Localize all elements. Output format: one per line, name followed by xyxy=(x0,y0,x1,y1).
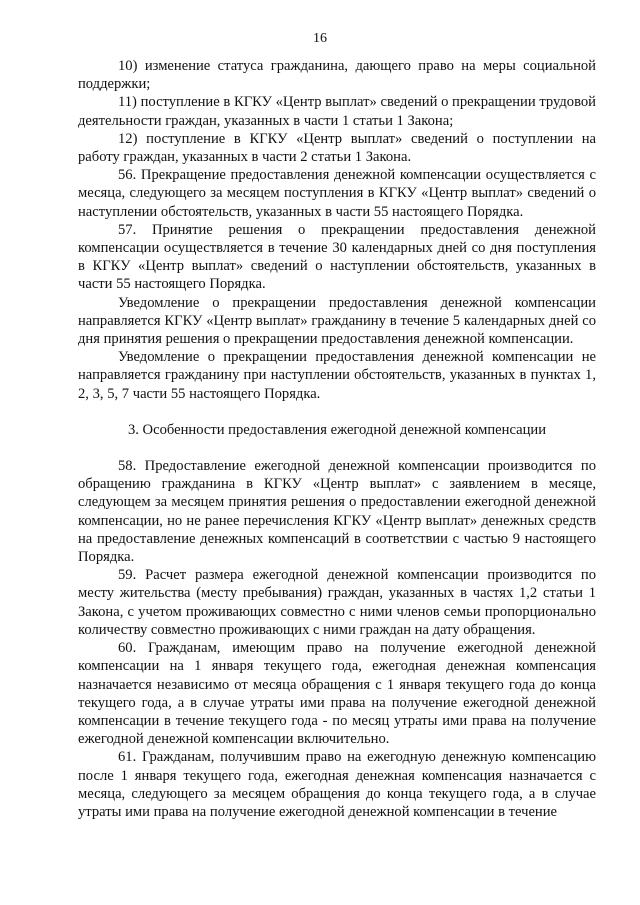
paragraph-59: 59. Расчет размера ежегодной денежной компенсации производится по месту жительства (месту пребывания) граждан, указанных в частях 1,2 статьи 1 Закона, с учетом проживающих совместно с ними членов семьи пропорционально количеству совместно проживающих с ними граждан на дату обращения. xyxy=(78,567,596,638)
paragraph-item-12: 12) поступление в КГКУ «Центр выплат» сведений о поступлении на работу граждан, указанных в части 2 статьи 1 Закона. xyxy=(78,130,596,166)
page-number: 16 xyxy=(313,31,327,46)
paragraph-57-notice: Уведомление о прекращении предоставления денежной компенсации направляется КГКУ «Центр выплат» гражданину в течение 5 календарных дней со дня принятия решения о прекращении предоставления денежной компенсации. xyxy=(78,294,596,348)
paragraph-61: 61. Гражданам, получившим право на ежегодную денежную компенсацию после 1 января текущего года, ежегодная денежная компенсация назначается с месяца, следующего за месяцем обращения до конца текущего года, а в случае утраты ими права на получение ежегодной денежной компенсации в течение xyxy=(78,749,596,820)
section-heading: 3. Особенности предоставления ежегодной денежной компенсации xyxy=(127,421,547,438)
paragraph-58: 58. Предоставление ежегодной денежной компенсации производится по обращению гражданина в КГКУ «Центр выплат» с заявлением в месяце, следующем за месяцем принятия решения о предоставлении ежегодной денежной компенсации, но не ранее перечисления КГКУ «Центр выплат» денежных средств на предоставление денежных компенсаций в соответствии с частью 9 настоящего Порядка. xyxy=(78,458,596,566)
paragraph-56: 56. Прекращение предоставления денежной компенсации осуществляется с месяца, следующего за месяцем поступления в КГКУ «Центр выплат» сведений о наступлении обстоятельств, указанных в части 55 настоящего Порядка. xyxy=(78,167,596,220)
paragraph-item-11: 11) поступление в КГКУ «Центр выплат» сведений о прекращении трудовой деятельности граждан, указанных в части 1 статьи 1 Закона; xyxy=(78,94,596,129)
paragraph-item-10: 10) изменение статуса гражданина, дающего право на меры социальной поддержки; xyxy=(78,58,596,93)
document-body xyxy=(78,57,596,821)
paragraph-60: 60. Гражданам, имеющим право на получение ежегодной денежной компенсации на 1 января текущего года, ежегодная денежная компенсация назначается независимо от месяца обращения с 1 января текущего года до конца текущего года, а в случае утраты ими права на получение ежегодной денежной компенсации в течение текущего года - по месяц утраты ими права на получение ежегодной денежной компенсации включительно. xyxy=(78,640,596,748)
paragraph-57-exception: Уведомление о прекращении предоставления денежной компенсации не направляется гражданину при наступлении обстоятельств, указанных в пунктах 1, 2, 3, 5, 7 части 55 настоящего Порядка. xyxy=(78,349,596,402)
paragraph-57: 57. Принятие решения о прекращении предоставления денежной компенсации осуществляется в течение 30 календарных дней со дня поступления в КГКУ «Центр выплат» сведений о наступлении обстоятельств, указанных в части 55 настоящего Порядка. xyxy=(78,221,596,293)
